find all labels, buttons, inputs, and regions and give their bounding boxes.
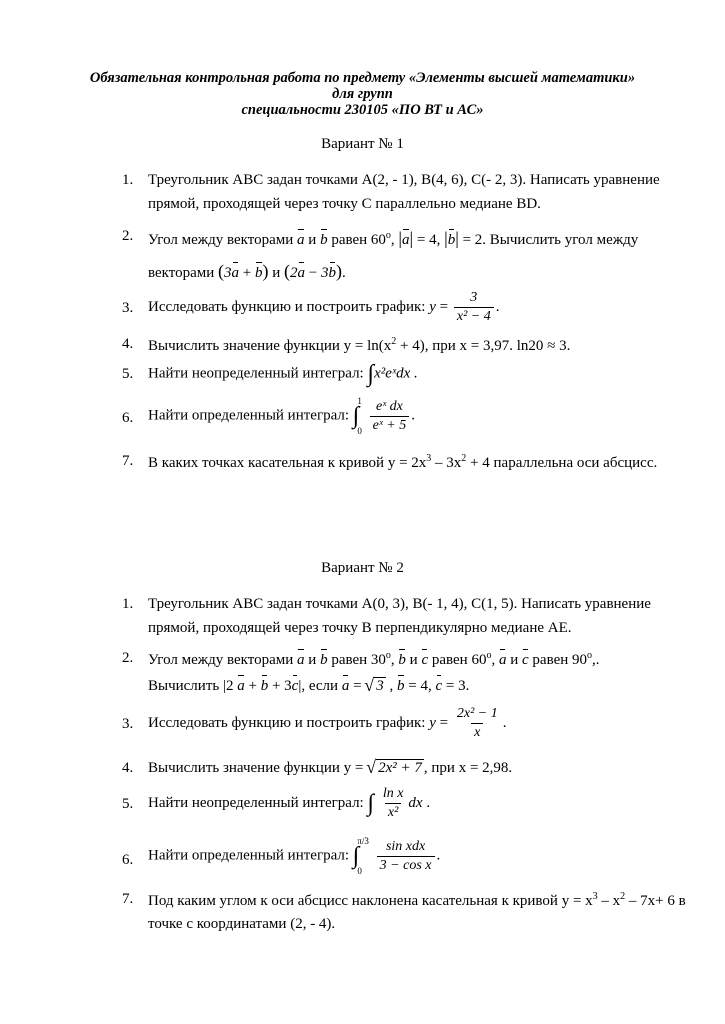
v1-task1-line1: Треугольник ABC задан точками A(2, - 1), B(4, 6), C(- 2, 3). Написать уравнение [148, 172, 660, 188]
v2-task7-line2: точке с координатами (2, - 4). [148, 916, 336, 932]
v1-task7-line: В каких точках касательная к кривой $у = 2х^3 - 3х^2 + 4$ параллельна оси абсцисс. [148, 453, 658, 471]
v1-task2-number: 2. [122, 228, 134, 244]
variant2-heading: Вариант № 2 [321, 560, 404, 576]
variant1-heading: Вариант № 1 [321, 136, 404, 152]
v2-task7-number: 7. [122, 891, 134, 907]
v1-task1-line2: прямой, проходящей через точку C параллельно медиане BD. [148, 196, 541, 212]
v2-task5-fraction: $\frac{\text{ln x}}{\text{x²}}$ [382, 786, 404, 820]
v2-task2-line2: Вычислить |2 a + b + 3c|, если a = √ 3 , b = 4, c = 3. [148, 678, 469, 695]
v1-task6-number: 6. [122, 410, 134, 426]
v1-task5-line: Найти неопределенный интеграл: ∫x²eˣdx . [148, 361, 418, 387]
v1-task5-number: 5. [122, 366, 134, 382]
v1-task2-line1: Угол между векторами a и b равен 60$^o$, |a| = 4, |b| = 2. Вычислить угол между [148, 228, 639, 248]
v2-task2-line1: Угол между векторами a и b равен 30$^o$, b и c равен 60$^o$, a и c равен 90$^o$,. [148, 650, 600, 668]
v2-task5-line: Найти неопределенный интеграл: ∫ $\frac{\text{ln x}}{\text{x²}}$ dx . [148, 786, 431, 820]
v2-task7-line1: Под каким углом к оси абсцисс наклонена касательная к кривой $у = х^3 - х^2 - 7х+ 6$ в [148, 891, 686, 909]
v1-task4-number: 4. [122, 336, 134, 352]
v2-task5-number: 5. [122, 796, 134, 812]
integral-sign: ∫ [352, 843, 360, 869]
v1-task4-line: Вычислить значение функции $у = \ln(x^2 + 4)$, при х = 3,97. ln20 ≈ 3. [148, 336, 571, 354]
v1-task3-fraction: $\frac{3}{\text{x² − 4}}$ [454, 290, 494, 325]
v2-task1-line1: Треугольник ABC задан точками A(0, 3), B(- 1, 4), C(1, 5). Написать уравнение [148, 596, 651, 612]
v2-task3-line: Исследовать функцию и построить график: y = $\frac{\text{2x² − 1}}{x}$ . [148, 706, 507, 740]
v2-task6-number: 6. [122, 852, 134, 868]
v2-task6-line: Найти определенный интеграл: ∫ π/3 0 $\frac{\text{sin xdx}}{\text{3 − cos x}}$ . [148, 836, 441, 876]
v1-task1-number: 1. [122, 172, 134, 188]
v1-task3-number: 3. [122, 300, 134, 316]
v2-task6-fraction: $\frac{\text{sin xdx}}{\text{3 − cos x}}$ [377, 839, 435, 874]
v2-task2-number: 2. [122, 650, 134, 666]
v1-task6-fraction: $\frac{\text{eˣ dx}}{\text{eˣ + 5}}$ [370, 399, 410, 434]
doc-title-line3: специальности 230105 «ПО ВТ и АС» [241, 102, 484, 118]
v1-task6-line: Найти определенный интеграл: ∫ 1 0 $\frac{\text{eˣ dx}}{\text{eˣ + 5}}$ . [148, 396, 415, 436]
v1-task7-number: 7. [122, 453, 134, 469]
integral-sign: ∫ [367, 361, 375, 387]
v1-task3-line: Исследовать функцию и построить график: y = $\frac{3}{\text{x² − 4}}$ . [148, 290, 500, 324]
v2-task3-number: 3. [122, 716, 134, 732]
v2-task4-line: Вычислить значение функции у = √ 2x² + 7 , при х = 2,98. [148, 760, 512, 777]
v2-task3-fraction: $\frac{\text{2x² − 1}}{x}$ [456, 706, 498, 740]
v2-task1-line2: прямой, проходящей через точку B перпендикулярно медиане AE. [148, 620, 572, 636]
v1-task2-line2: векторами (3a + b) и (2a − 3b). [148, 261, 346, 281]
integral-sign: ∫ [352, 403, 360, 429]
integral-sign: ∫ [367, 790, 375, 817]
v2-task1-number: 1. [122, 596, 134, 612]
doc-title-line1: Обязательная контрольная работа по предмету «Элементы высшей математики» [89, 70, 636, 86]
v2-task4-number: 4. [122, 760, 134, 776]
doc-title-line2: для групп [332, 86, 393, 102]
